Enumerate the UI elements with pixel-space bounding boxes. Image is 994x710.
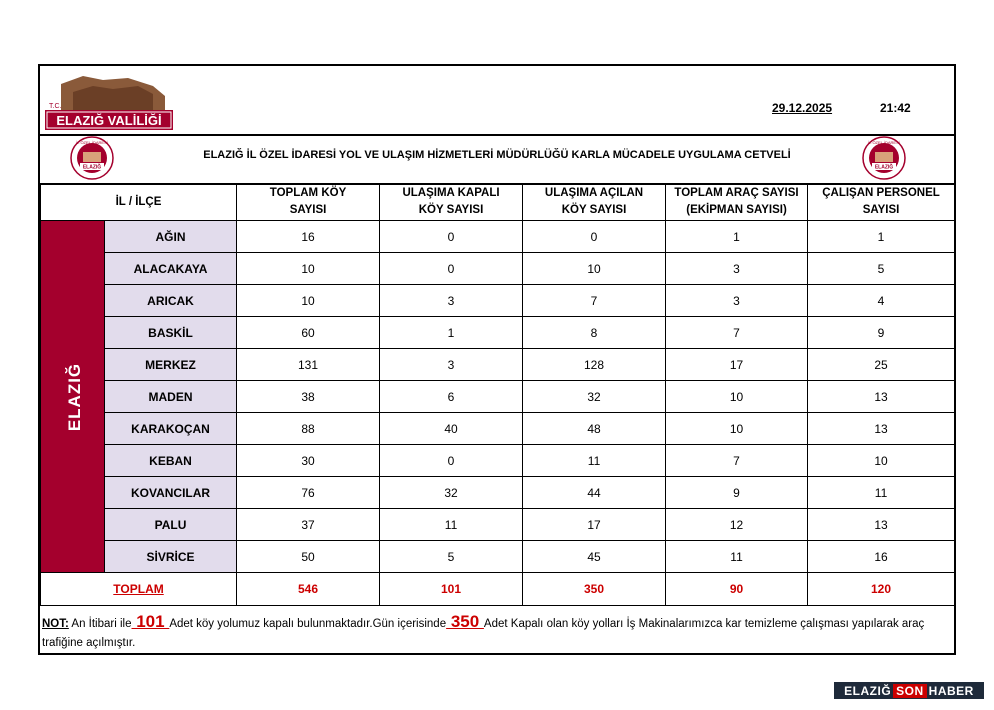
svg-text:ELAZIĞ VALİLİĞİ: ELAZIĞ VALİLİĞİ bbox=[56, 113, 162, 128]
cell-vehicles: 1 bbox=[666, 221, 808, 253]
cell-opened-villages: 10 bbox=[523, 253, 666, 285]
table-row bbox=[41, 349, 955, 381]
table-row bbox=[41, 541, 955, 573]
cell-closed-villages: 0 bbox=[380, 445, 523, 477]
col-header-total-villages: TOPLAM KÖY SAYISI bbox=[237, 184, 380, 221]
cell-opened-villages: 48 bbox=[523, 413, 666, 445]
cell-total-villages: 76 bbox=[237, 477, 380, 509]
elazig-son-haber-watermark: ELAZIĞ SON HABER bbox=[834, 682, 984, 699]
total-closed-villages: 101 bbox=[380, 573, 523, 606]
title-row bbox=[40, 134, 954, 185]
cell-closed-villages: 32 bbox=[380, 477, 523, 509]
svg-text:İL ÖZEL İDARESİ: İL ÖZEL İDARESİ bbox=[868, 140, 900, 145]
footnote bbox=[42, 612, 952, 653]
note-text-1: An İtibari ile bbox=[68, 618, 132, 630]
cell-total-villages: 131 bbox=[237, 349, 380, 381]
table-row bbox=[41, 413, 955, 445]
cell-opened-villages: 45 bbox=[523, 541, 666, 573]
snow-fighting-table bbox=[40, 183, 955, 606]
cell-total-villages: 38 bbox=[237, 381, 380, 413]
table-row bbox=[41, 285, 955, 317]
cell-total-villages: 16 bbox=[237, 221, 380, 253]
total-row bbox=[41, 573, 955, 606]
cell-vehicles: 10 bbox=[666, 413, 808, 445]
cell-closed-villages: 6 bbox=[380, 381, 523, 413]
cell-opened-villages: 8 bbox=[523, 317, 666, 349]
table-row bbox=[41, 221, 955, 253]
cell-opened-villages: 11 bbox=[523, 445, 666, 477]
district-name: ALACAKAYA bbox=[105, 253, 237, 285]
table-row bbox=[41, 317, 955, 349]
col-header-opened-villages: ULAŞIMA AÇILAN KÖY SAYISI bbox=[523, 184, 666, 221]
table-row bbox=[41, 477, 955, 509]
cell-personnel: 11 bbox=[808, 477, 955, 509]
cell-closed-villages: 0 bbox=[380, 253, 523, 285]
total-total-villages: 546 bbox=[237, 573, 380, 606]
total-personnel: 120 bbox=[808, 573, 955, 606]
closed-count-highlight: 101 bbox=[131, 612, 170, 631]
report-sheet bbox=[38, 64, 956, 655]
svg-text:T.C.: T.C. bbox=[49, 103, 62, 110]
province-label bbox=[41, 221, 105, 573]
note-text-2: Adet köy yolumuz kapalı bulunmaktadır.Gün içerisinde bbox=[169, 618, 447, 630]
cell-personnel: 9 bbox=[808, 317, 955, 349]
district-name: ARICAK bbox=[105, 285, 237, 317]
cell-vehicles: 7 bbox=[666, 317, 808, 349]
cell-closed-villages: 5 bbox=[380, 541, 523, 573]
cell-personnel: 13 bbox=[808, 381, 955, 413]
note-label: NOT: bbox=[42, 618, 69, 630]
cell-total-villages: 10 bbox=[237, 285, 380, 317]
district-name: AĞIN bbox=[105, 221, 237, 253]
cell-closed-villages: 3 bbox=[380, 349, 523, 381]
cell-personnel: 25 bbox=[808, 349, 955, 381]
table-header-row bbox=[41, 184, 955, 221]
cell-opened-villages: 128 bbox=[523, 349, 666, 381]
district-name: KOVANCILAR bbox=[105, 477, 237, 509]
district-name: KARAKOÇAN bbox=[105, 413, 237, 445]
col-header-vehicles: TOPLAM ARAÇ SAYISI (EKİPMAN SAYISI) bbox=[666, 184, 808, 221]
cell-closed-villages: 11 bbox=[380, 509, 523, 541]
cell-vehicles: 9 bbox=[666, 477, 808, 509]
cell-personnel: 13 bbox=[808, 509, 955, 541]
cell-personnel: 10 bbox=[808, 445, 955, 477]
cell-personnel: 4 bbox=[808, 285, 955, 317]
district-name: BASKİL bbox=[105, 317, 237, 349]
district-name: SİVRİCE bbox=[105, 541, 237, 573]
cell-total-villages: 50 bbox=[237, 541, 380, 573]
table-row bbox=[41, 445, 955, 477]
district-name: MADEN bbox=[105, 381, 237, 413]
opened-count-highlight: 350 bbox=[446, 612, 484, 631]
cell-personnel: 1 bbox=[808, 221, 955, 253]
cell-total-villages: 88 bbox=[237, 413, 380, 445]
cell-closed-villages: 40 bbox=[380, 413, 523, 445]
district-name: MERKEZ bbox=[105, 349, 237, 381]
svg-text:ELAZIĞ: ELAZIĞ bbox=[874, 164, 894, 171]
cell-opened-villages: 7 bbox=[523, 285, 666, 317]
cell-personnel: 5 bbox=[808, 253, 955, 285]
cell-opened-villages: 0 bbox=[523, 221, 666, 253]
elazig-valiligi-logo bbox=[43, 74, 175, 132]
cell-total-villages: 30 bbox=[237, 445, 380, 477]
report-header bbox=[40, 66, 954, 136]
cell-closed-villages: 0 bbox=[380, 221, 523, 253]
cell-vehicles: 10 bbox=[666, 381, 808, 413]
report-date: 29.12.2025 bbox=[772, 101, 833, 115]
province-text: ELAZIĞ bbox=[65, 362, 85, 431]
cell-opened-villages: 44 bbox=[523, 477, 666, 509]
district-name: PALU bbox=[105, 509, 237, 541]
cell-total-villages: 10 bbox=[237, 253, 380, 285]
table-row bbox=[41, 509, 955, 541]
cell-opened-villages: 17 bbox=[523, 509, 666, 541]
cell-closed-villages: 1 bbox=[380, 317, 523, 349]
cell-vehicles: 12 bbox=[666, 509, 808, 541]
cell-vehicles: 17 bbox=[666, 349, 808, 381]
il-ozel-idaresi-seal-right bbox=[862, 136, 906, 180]
cell-total-villages: 60 bbox=[237, 317, 380, 349]
report-time: 21:42 bbox=[880, 101, 911, 115]
cell-vehicles: 7 bbox=[666, 445, 808, 477]
total-vehicles: 90 bbox=[666, 573, 808, 606]
cell-closed-villages: 3 bbox=[380, 285, 523, 317]
table-row bbox=[41, 253, 955, 285]
table-row bbox=[41, 381, 955, 413]
cell-total-villages: 37 bbox=[237, 509, 380, 541]
cell-personnel: 13 bbox=[808, 413, 955, 445]
cell-vehicles: 3 bbox=[666, 285, 808, 317]
cell-vehicles: 3 bbox=[666, 253, 808, 285]
col-header-district: İL / İLÇE bbox=[41, 184, 237, 221]
cell-vehicles: 11 bbox=[666, 541, 808, 573]
note-text-3: Adet Kapalı olan köy yolları İş Makinalarımızca kar temizleme çalışması yapılarak araç trafiğine açılmıştır. bbox=[42, 618, 925, 649]
cell-personnel: 16 bbox=[808, 541, 955, 573]
col-header-personnel: ÇALIŞAN PERSONEL SAYISI bbox=[808, 184, 955, 221]
svg-text:İL ÖZEL İDARESİ: İL ÖZEL İDARESİ bbox=[76, 140, 108, 145]
svg-text:ELAZIĞ: ELAZIĞ bbox=[82, 164, 102, 171]
total-opened-villages: 350 bbox=[523, 573, 666, 606]
report-title: ELAZIĞ İL ÖZEL İDARESİ YOL VE ULAŞIM HİZMETLERİ MÜDÜRLÜĞÜ KARLA MÜCADELE UYGULAMA CETVELİ bbox=[203, 149, 791, 161]
col-header-closed-villages: ULAŞIMA KAPALI KÖY SAYISI bbox=[380, 184, 523, 221]
district-name: KEBAN bbox=[105, 445, 237, 477]
total-label: TOPLAM bbox=[41, 573, 237, 606]
cell-opened-villages: 32 bbox=[523, 381, 666, 413]
